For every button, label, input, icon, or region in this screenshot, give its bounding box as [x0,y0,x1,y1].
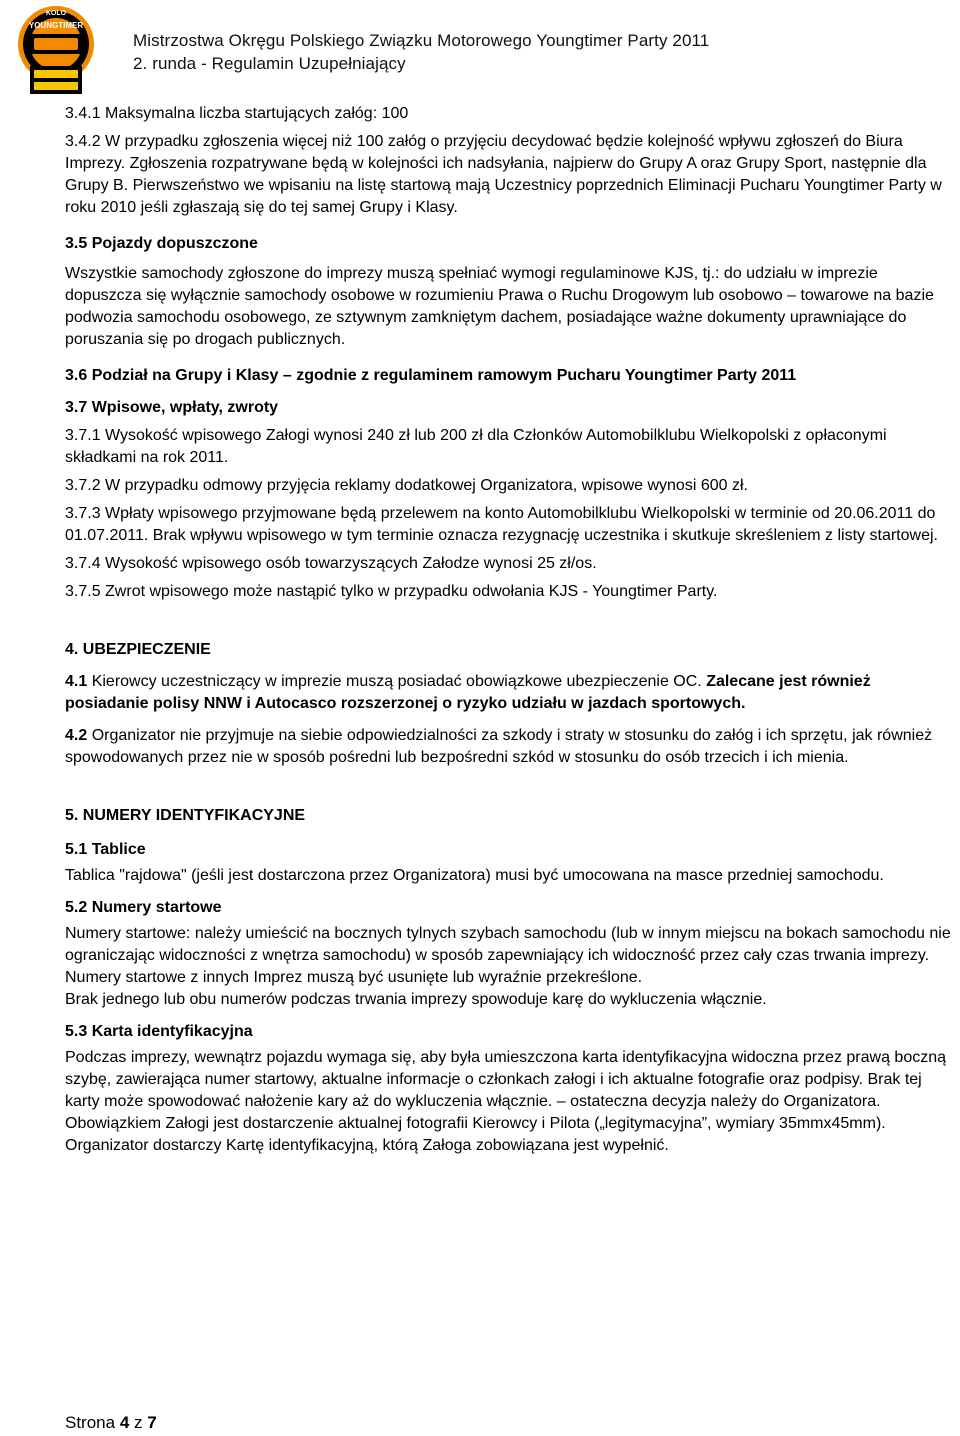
paragraph-3-7-3: 3.7.3 Wpłaty wpisowego przyjmowane będą przelewem na konto Automobilklubu Wielkopolski w terminie od 20.06.2011 do 01.07.2011. Brak wpływu wpisowego w tym terminie oznacza rezygnację uczestnika i skutkuje skreśleniem z listy startowej. [65,505,938,544]
footer-page-number: 4 [119,1413,130,1432]
paragraph-3-7-2: 3.7.2 W przypadku odmowy przyjęcia reklamy dodatkowej Organizatora, wpisowe wynosi 600 zł. [65,477,748,494]
document-title [133,29,709,75]
paragraph-3-7-5: 3.7.5 Zwrot wpisowego może nastąpić tylko w przypadku odwołania KJS - Youngtimer Party. [65,583,718,600]
heading-3-5: 3.5 Pojazdy dopuszczone [65,235,258,252]
paragraph-4-1-bold: Zalecane jest również posiadanie polisy NNW i Autocasco rozszerzonej o ryzyko udziału w jazdach sportowych. [65,673,871,712]
heading-4: 4. UBEZPIECZENIE [65,641,211,658]
paragraph-4-1 [65,671,955,715]
paragraph-5-1: Tablica "rajdowa" (jeśli jest dostarczona przez Organizatora) musi być umocowana na masce przedniej samochodu. [65,867,884,884]
paragraph-5-3-b: Organizator dostarczy Kartę identyfikacyjną, którą Załoga zobowiązana jest wypełnić. [65,1137,669,1154]
svg-text:KOLO: KOLO [45,10,67,17]
page-header [0,0,960,100]
paragraph-4-2-number: 4.2 [65,727,88,744]
paragraph-3-4-1: 3.4.1 Maksymalna liczba startujących załóg: 100 [65,105,409,122]
paragraph-4-1-number: 4.1 [65,673,88,690]
paragraph-4-1-text: Kierowcy uczestniczący w imprezie muszą posiadać obowiązkowe ubezpieczenie OC. [87,673,707,690]
svg-text:YOUNGTIMER: YOUNGTIMER [28,21,84,30]
paragraph-5-2-a: Numery startowe: należy umieścić na bocznych tylnych szybach samochodu (lub w innym miejscu na bokach samochodu nie ograniczając widoczności z wnętrza samochodu) w sposób zapewniający ich widoczność przez cały czas trwania imprezy. Numery startowe z innych Imprez muszą być usunięte lub wyraźnie przekreślone. [65,925,951,986]
paragraph-5-3-a: Podczas imprezy, wewnątrz pojazdu wymaga się, aby była umieszczona karta identyfikacyjna widoczna przez prawą boczną szybę, zawierająca numer startowy, aktualne informacje o członkach załogi i ich aktualne fotografie oraz podpisy. Brak tej karty może spowodować nałożenie kary aż do wykluczenia włącznie. – ostateczna decyzja należy do Organizatora. Obowiązkiem Załogi jest dostarczenie aktualnej fotografii Kierowcy i Pilota („legitymacyjna”, wymiary 35mmx45mm). [65,1049,947,1132]
paragraph-4-2-text: Organizator nie przyjmuje na siebie odpowiedzialności za szkody i straty w stosunku do załóg i ich sprzętu, jak również spowodowanych przez nie w sposób pośredni lub bezpośredni szkód w stosunku do osób trzecich i ich mienia. [65,727,933,766]
paragraph-5-2-b: Brak jednego lub obu numerów podczas trwania imprezy spowoduje karę do wykluczenia włącznie. [65,991,767,1008]
heading-5-1: 5.1 Tablice [65,841,146,858]
paragraph-3-7-1: 3.7.1 Wysokość wpisowego Załogi wynosi 240 zł lub 200 zł dla Członków Automobilklubu Wielkopolski z opłaconymi składkami na rok 2011. [65,427,887,466]
paragraph-3-4-2: 3.4.2 W przypadku zgłoszenia więcej niż 100 załóg o przyjęciu decydować będzie kolejność wpływu zgłoszeń do Biura Imprezy. Zgłoszenia rozpatrywane będą w kolejności ich nadsyłania, najpierw do Grupy A oraz Grupy Sport, następnie dla Grupy B. Pierwszeństwo we wpisaniu na listę startową mają Uczestnicy poprzednich Eliminacji Pucharu Youngtimer Party w roku 2010 jeśli zgłaszają się do tej samej Grupy i Klasy. [65,133,942,216]
title-line-1: Mistrzostwa Okręgu Polskiego Związku Motorowego Youngtimer Party 2011 [133,31,710,50]
paragraph-3-5: Wszystkie samochody zgłoszone do imprezy muszą spełniać wymogi regulaminowe KJS, tj.: do udziału w imprezie dopuszcza się wyłącznie samochody osobowe w rozumieniu Prawa o Ruchu Drogowym lub osobowo – towarowe na bazie podwozia samochodu osobowego, ze sztywnym zamkniętym dachem, posiadające ważne dokumenty uprawniające do poruszania się po drogach publicznych. [65,265,934,348]
heading-5-2: 5.2 Numery startowe [65,899,222,916]
footer-strona: Strona [65,1413,116,1432]
paragraph-4-2 [65,725,955,769]
document-body [65,103,955,1157]
heading-3-7: 3.7 Wpisowe, wpłaty, zwroty [65,399,279,416]
footer-z: z [134,1413,143,1432]
heading-5: 5. NUMERY IDENTYFIKACYJNE [65,807,306,824]
page-footer [65,1412,157,1434]
title-line-2: 2. runda - Regulamin Uzupełniający [133,54,406,73]
footer-total-pages: 7 [147,1413,157,1432]
youngtimer-logo [8,4,108,100]
heading-3-6: 3.6 Podział na Grupy i Klasy – zgodnie z regulaminem ramowym Pucharu Youngtimer Party 2011 [65,367,797,384]
paragraph-3-7-4: 3.7.4 Wysokość wpisowego osób towarzyszących Załodze wynosi 25 zł/os. [65,555,597,572]
heading-5-3: 5.3 Karta identyfikacyjna [65,1023,253,1040]
